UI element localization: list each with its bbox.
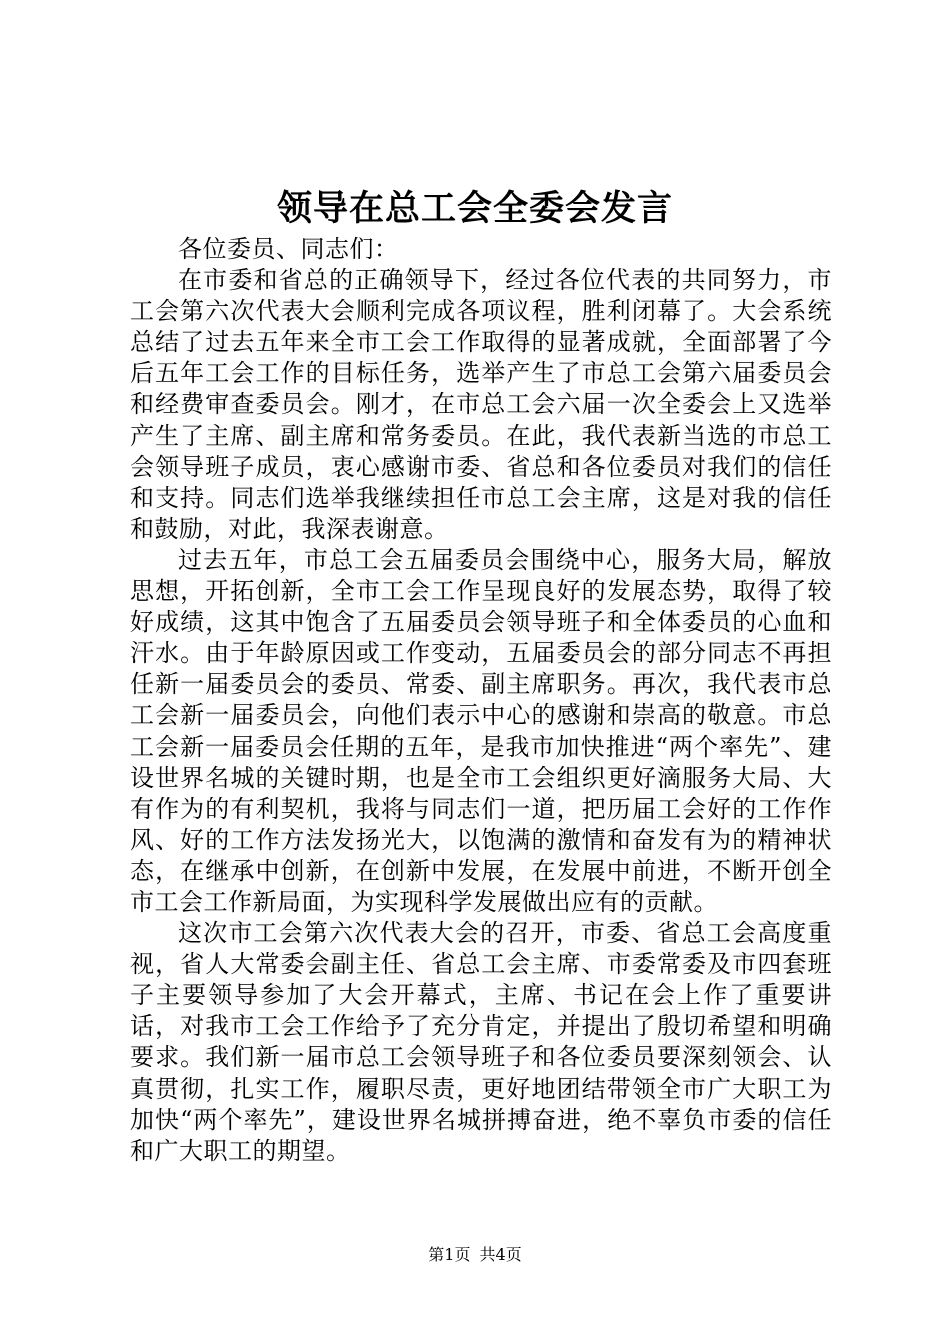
salutation: 各位委员、同志们： (178, 235, 399, 263)
paragraph-3: 这次市工会第六次代表大会的召开，市委、省总工会高度重视，省人大常委会副主任、省总工会主席、市委常委及市四套班子主要领导参加了大会开幕式，主席、书记在会上作了重要讲话，对我市工会工作给予了充分肯定，并提出了殷切希望和明确要求。我们新一届市总工会领导班子和各位委员要深刻领会、认真贯彻，扎实工作，履职尽责，更好地团结带领全市广大职工为加快“两个率先”，建设世界名城拼搏奋进，绝不辜负市委的信任和广大职工的期望。 (130, 919, 832, 1165)
paragraph-2: 过去五年，市总工会五届委员会围绕中心，服务大局，解放思想，开拓创新，全市工会工作呈现良好的发展态势，取得了较好成绩，这其中饱含了五届委员会领导班子和全体委员的心血和汗水。由于年龄原因或工作变动，五届委员会的部分同志不再担任新一届委员会的委员、常委、副主席职务。再次，我代表市总工会新一届委员会，向他们表示中心的感谢和崇高的敬意。市总工会新一届委员会任期的五年，是我市加快推进“两个率先”、建设世界名城的关键时期，也是全市工会组织更好滴服务大局、大有作为的有利契机，我将与同志们一道，把历届工会好的工作作风、好的工作方法发扬光大，以饱满的激情和奋发有为的精神状态，在继承中创新，在创新中发展，在发展中前进，不断开创全市工会工作新局面，为实现科学发展做出应有的贡献。 (130, 545, 832, 916)
document-title: 领导在总工会全委会发言 (276, 188, 673, 229)
document-body (130, 234, 832, 1167)
paragraph-1: 在市委和省总的正确领导下，经过各位代表的共同努力，市工会第六次代表大会顺利完成各项议程，胜利闭幕了。大会系统总结了过去五年来全市工会工作取得的显著成就，全面部署了今后五年工会工作的目标任务，选举产生了市总工会第六届委员会和经费审查委员会。刚才，在市总工会六届一次全委会上又选举产生了主席、副主席和常务委员。在此，我代表新当选的市总工会领导班子成员，衷心感谢市委、省总和各位委员对我们的信任和支持。同志们选举我继续担任市总工会主席，这是对我的信任和鼓励，对此，我深表谢意。 (130, 266, 832, 543)
page-number: 第1页 (428, 1245, 471, 1264)
page-total: 共4页 (479, 1245, 522, 1264)
page-footer (0, 1244, 950, 1266)
